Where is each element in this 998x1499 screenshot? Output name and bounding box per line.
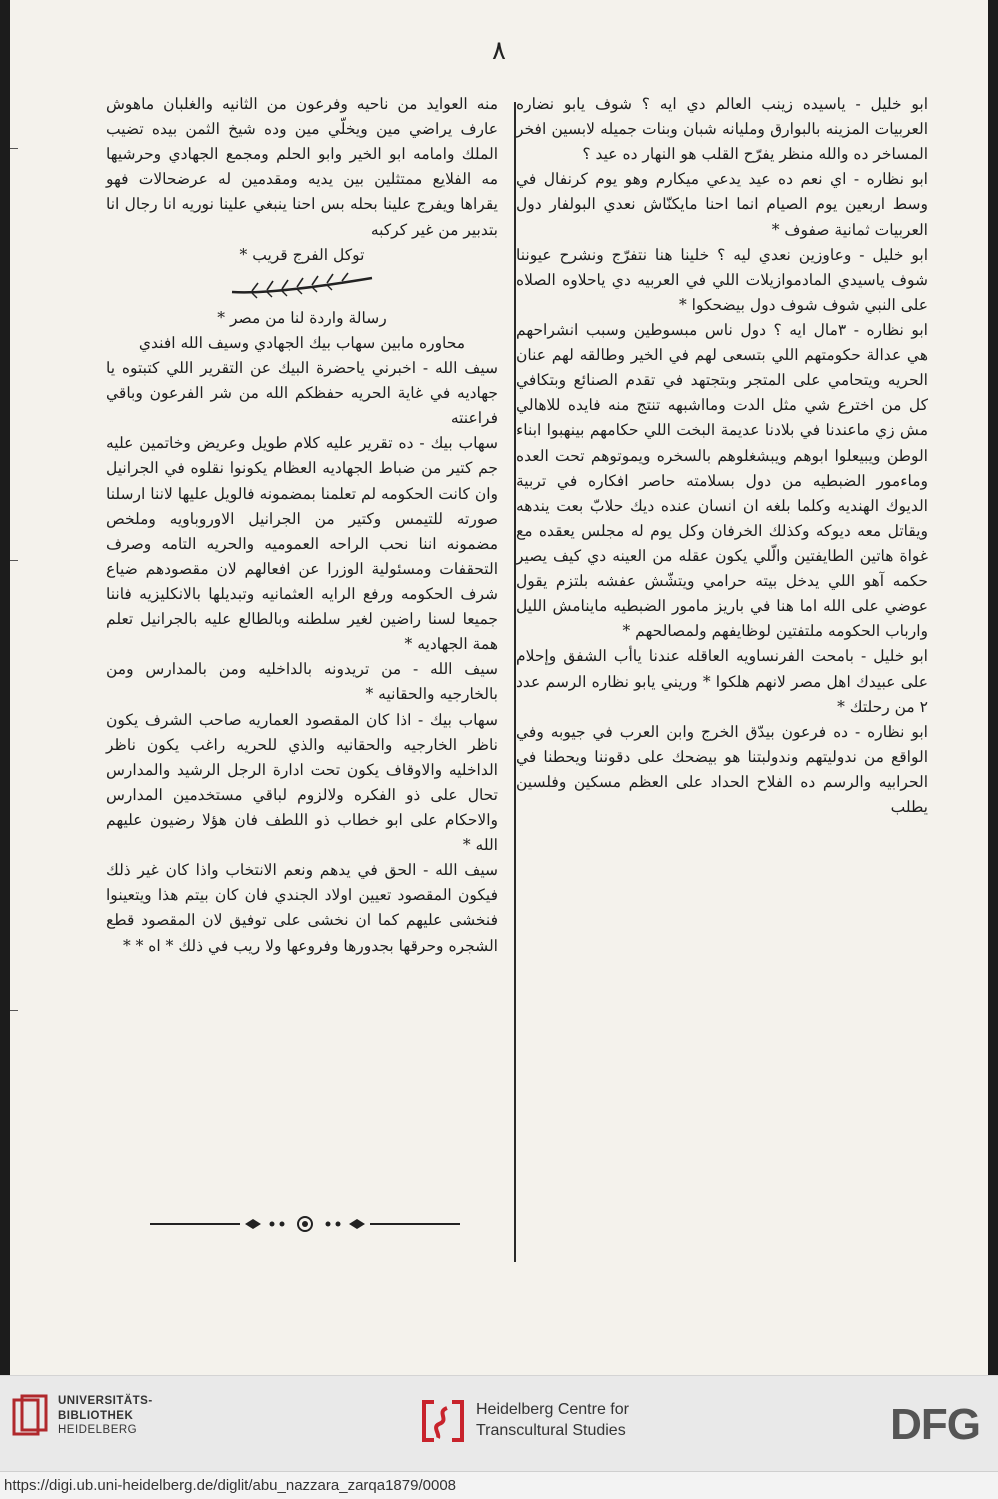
transcultural-centre-logo[interactable] bbox=[420, 1398, 629, 1444]
paragraph: ابو نظاره - اي نعم ده عيد يدعي ميكارم وهو يوم كرنفال في وسط اربعين يوم الصيام انما احنا مايكنّاش نعدي البولفار دول العربيات ثمانية صفوف * bbox=[516, 170, 928, 239]
edge-mark bbox=[10, 560, 18, 561]
left-column bbox=[106, 92, 498, 959]
right-column bbox=[516, 92, 928, 820]
footer-bar bbox=[0, 1375, 998, 1472]
flourish-ornament-icon bbox=[222, 272, 382, 300]
paragraph: سيف الله - من تريدونه بالداخليه ومن بالمدارس ومن بالخارجيه والحقانيه * bbox=[106, 660, 498, 704]
paragraph: منه العوايد من ناحيه وفرعون من الثانيه والغلبان ماهوش عارف يراضي مين ويخلّي مين وده شيخ الثمن بيده تضيب الملك وامامه ابو الخير وابو الحلم ومجمع الجهادي وحرشيها مه الفلايع ممتثلين بين يديه ومقدمين له عرضحالات فهو يقراها ويفرج علينا بحله بس احنا ينبغي علينا نوريه انا رجال انا بتدبير من غير كركبه bbox=[106, 95, 498, 239]
edge-mark bbox=[10, 1010, 18, 1011]
paragraph: ابو خليل - ياسيده زينب العالم دي ايه ؟ شوف يابو نضاره العربيات المزينه بالبوارق ومليانه شبان وبنات جميله لابسين افخر المساخر ده والله منظر يفرّح القلب هو النهار ده عيد ؟ bbox=[516, 95, 928, 164]
scanned-page bbox=[10, 0, 988, 1375]
funder-name: DFG bbox=[890, 1400, 980, 1449]
centre-logo-icon bbox=[420, 1398, 466, 1444]
paragraph: سيف الله - اخبرني ياحضرة البيك عن التقرير اللي كتبتوه يا جهاديه في غاية الحريه حفظكم الله من شر الفرعون وباقي فراعنته bbox=[106, 358, 498, 428]
page-url[interactable]: https://digi.ub.uni-heidelberg.de/diglit/abu_nazzara_zarqa1879/0008 bbox=[0, 1471, 998, 1499]
column-divider bbox=[514, 102, 516, 1262]
centre-name-line: Transcultural Studies bbox=[476, 1422, 626, 1439]
paragraph: ابو خليل - وعاوزين نعدي ليه ؟ خلينا هنا نتفرّج ونشرح عيوننا شوف ياسيدي المادموازيلات اللي في العربيه دي ياحلاوه الصلاه على النبي شوف شوف دول بيضحكوا * bbox=[516, 245, 928, 314]
library-name-line: BIBLIOTHEK bbox=[58, 1409, 134, 1422]
paragraph: سيف الله - الحق في يدهم ونعم الانتخاب واذا كان غير ذلك فيكون المقصود تعيين اولاد الجندي فان كان بيتم هذا ويتعينوا فنخشى عليهم كما ان نخشى على توفيق لان المقصود قطع الشجره وحرقها بجدورها وفروعها ولا ريب في ذلك * اه * * bbox=[106, 861, 498, 955]
centre-name-line: Heidelberg Centre for bbox=[476, 1401, 629, 1419]
dialogue-heading: محاوره مابين سهاب بيك الجهادي وسيف الله افندي bbox=[138, 333, 466, 352]
page-number: ٨ bbox=[492, 36, 506, 66]
paragraph: ابو نظاره - ده فرعون بيدّق الخرج وابن العرب في جيوبه وفي الواقع من ندوليتهم وندولبتنا هو بيضحك على دقوننا ويحطنا في الحرابيه والرسم ده الفلاح الحداد على العظم مسكين وفلسين يطلب bbox=[516, 722, 928, 817]
university-library-logo[interactable] bbox=[10, 1394, 153, 1438]
library-logo-icon bbox=[10, 1394, 50, 1438]
ornamental-rule-icon bbox=[150, 1214, 460, 1234]
paragraph: ابو خليل - بامحت الفرنساويه العاقله عندنا ياأب الشفق وإحلام على عبيدك اهل مصر لانهم هلكوا * وريني يابو نظاره الرسم عدد ٢ من رحلتك * bbox=[516, 647, 928, 716]
paragraph: ابو نظاره - ٣مال ايه ؟ دول ناس مبسوطين وسبب انشراحهم هي عدالة حكومتهم اللي بتسعى لهم في الخير وطالقه لهم عنان الحريه ويتحامي على المتجر وبتجتهد في تقدم الصنائع وبتكافي كل من اخترع شي مثل الدت ومااشبهه تنتج منه فايده للاهالي مش زي ماعندنا في بلادنا عديمة البخت اللي حكامهم بينهبوا ابناء الوطن ويبيعلوا ابوهم ويبشغلوهم بالسخره ويموتوهم تحت العده وماءمور الضبطيه من دول بسلامته حاصر افكاره في تربية الديوك الهنديه وكلما بلغه ان انسان عنده ديك حلابّ بعت يندهه ويقاتل معه ديوكه وكذلك الخرفان وكل يوم له مجلس يعقده مع غواة هاتين الطايفتين والّلي يكون عقله من العينه دي كيف يصير حكمه آهو اللي يدخل بيته حرامي ويتشّش عفشه بلتزم يقول عوضي على الله اما هنا في باريز مامور الضبطيه ماينامش الليل وارباب الحكومه ملتفتين لوظايفهم ولمصالحهم * bbox=[516, 320, 928, 641]
dfg-logo[interactable] bbox=[890, 1400, 980, 1450]
library-name-line: HEIDELBERG bbox=[58, 1424, 138, 1437]
closing-line: توكل الفرج قريب * bbox=[239, 245, 365, 264]
paragraph: سهاب بيك - اذا كان المقصود العماريه صاحب الشرف يكون ناظر الخارجيه والحقانيه والذي للحريه راغب يكون ناظر الداخليه والاوقاف يكون تحت ادارة الرجل الرشيد والمدارس تحال على ذو الفكره ولالزوم لباقي مستخدمين المدارس والاحكام على ابو خطاب ذو اللطف فان هؤلا رضيون عليهم الله * bbox=[106, 710, 498, 855]
paragraph: سهاب بيك - ده تقرير عليه كلام طويل وعريض وخاتمين عليه جم كتير من ضباط الجهاديه العظام يكونوا نقلوه في الجرانيل وان كانت الحكومه لم تعلمنا بمضمونه فالويل عليها لاننا ارسلنا صورته للتيمس وكتير من الجرانيل الاوروباويه وملخص مضمونه اننا نحب الراحه العموميه والحريه التامه وصرف التحقفات ومسئولية الوزرا عن افعالهم لان مقصودهم ضياع شرف الحكومه ورفع الرايه العثمانيه وتبديلها بالانكليزيه فاننا جميعا لسنا راضين لغير سلطنه وبالطالع عليه بالجرانيل تعلم همة الجهاديه * bbox=[106, 434, 498, 654]
edge-mark bbox=[10, 148, 18, 149]
letter-heading: رسالة واردة لنا من مصر * bbox=[217, 308, 387, 327]
library-name-line: UNIVERSITÄTS- bbox=[58, 1395, 153, 1408]
